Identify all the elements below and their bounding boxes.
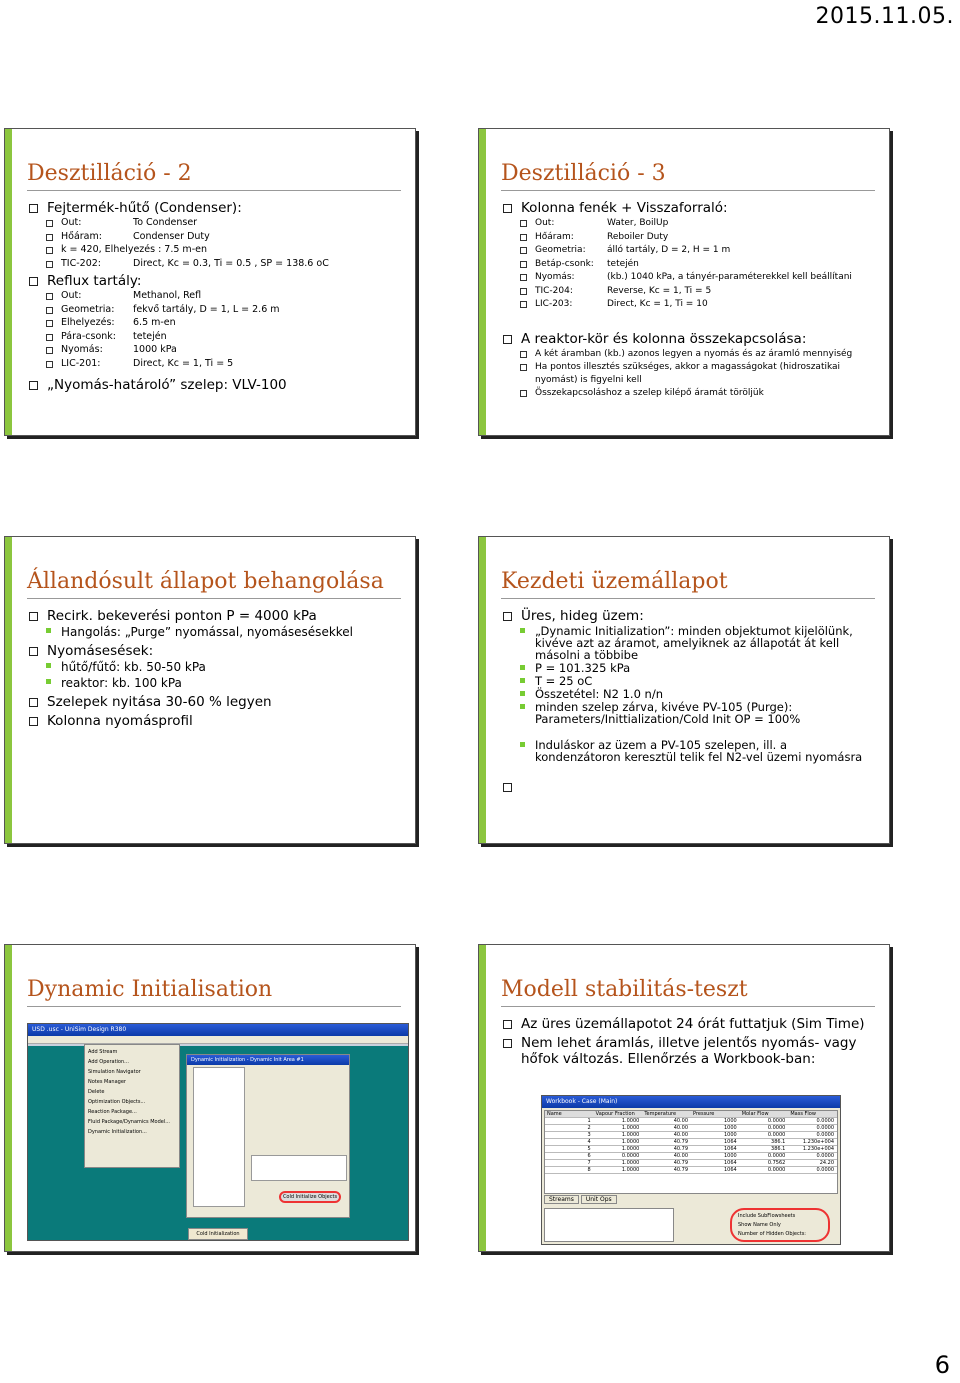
param-value: 6.5 m-en [133,317,176,328]
slide-accent-bar [479,129,486,435]
column-header: Name [547,1111,562,1117]
slide-accent-bar [5,945,12,1251]
sub-bullet [501,231,875,244]
flowsheet-list [544,1208,674,1242]
param-value: Reboiler Duty [607,231,669,242]
table-cell: 5 [587,1146,591,1152]
table-cell: 7 [587,1160,591,1166]
sub-bullet: Összetétel: N2 1.0 n/n [501,688,875,700]
table-cell: 1.0000 [621,1160,640,1166]
bullet: Reflux tartály: [27,273,401,289]
include-subflowsheets-checkbox[interactable]: Include SubFlowsheets [738,1213,796,1219]
slide-title: Desztilláció - 2 [27,159,401,191]
bullet: Fejtermék-hűtő (Condenser): [27,200,401,216]
param-key: LIC-203: [535,299,573,309]
context-menu [84,1044,180,1168]
param-key: Hőáram: [61,230,102,242]
dialog-dynamic-init [186,1054,350,1218]
sub-bullet [27,358,401,371]
table-cell: 1.0000 [621,1146,640,1152]
sub-bullet: Induláskor az üzem a PV-105 szelepen, ill. a kondenzátoron keresztül telik fel N2-vel üzemi nyomásra [501,739,875,763]
sub-bullet: A két áramban (kb.) azonos legyen a nyomás és az áramló mennyiség [501,348,875,361]
table-row[interactable] [545,1153,837,1160]
table-cell: 1064 [723,1160,737,1166]
column-header: Mass Flow [790,1111,816,1117]
param-value: Methanol, Refl [133,290,202,301]
table-cell: 1.0000 [621,1118,640,1124]
sub-bullet: hűtő/fűtő: kb. 50-50 kPa [27,660,401,675]
column-header: Temperature [644,1111,677,1117]
flowsheet-options [730,1208,830,1242]
table-cell: 1.0000 [621,1139,640,1145]
bullet: Üres, hideg üzem: [501,608,875,624]
param-key: Hőáram: [535,231,574,242]
table-cell: 1000 [723,1118,737,1124]
table-cell: 6 [587,1153,591,1159]
table-cell: 0.0000 [816,1167,835,1173]
table-cell: 40.79 [673,1160,689,1166]
param-key: Geometria: [535,245,586,255]
sub-bullet: minden szelep zárva, kivéve PV-105 (Purge): Parameters/Inittialization/Cold Init OP = 100% [501,701,875,725]
menu-item[interactable]: Simulation Navigator [88,1069,141,1075]
slide-kezdeti-uzemallapot [478,536,890,844]
slide-modell-stabilitas [478,944,890,1252]
table-cell: 1064 [723,1139,737,1145]
sub-bullet [27,290,401,303]
dialog-nav [193,1067,245,1207]
window-title: USD .usc - UniSim Design R380 [28,1024,408,1036]
table-cell: 0.0000 [621,1153,640,1159]
sub-bullet [27,344,401,357]
slide-accent-bar [479,537,486,843]
column-header: Molar Flow [741,1111,769,1117]
workbook-tabs [544,1196,644,1206]
sub-bullet: P = 101.325 kPa [501,662,875,674]
menu-item[interactable]: Add Operation... [88,1059,129,1065]
menu-item[interactable]: Fluid Package/Dynamics Model... [88,1119,171,1125]
table-cell: 40.00 [673,1153,689,1159]
table-cell: 0.0000 [767,1118,786,1124]
table-cell: 0.7562 [767,1160,786,1166]
column-header: Pressure [693,1111,715,1117]
table-cell: 40.79 [673,1139,689,1145]
sub-bullet [501,271,875,284]
slide-title: Kezdeti üzemállapot [501,567,875,599]
table-cell: 1.0000 [621,1167,640,1173]
menu-item[interactable]: Delete [88,1089,105,1095]
table-cell: 1.230e+004 [802,1139,835,1145]
table-cell: 0.0000 [816,1125,835,1131]
menu-item[interactable]: Notes Manager [88,1079,126,1085]
table-cell: 1064 [723,1146,737,1152]
sub-bullet [501,217,875,230]
table-cell: 1000 [723,1125,737,1131]
table-cell: 0.0000 [767,1153,786,1159]
stream-props [251,1155,347,1181]
param-value: Reverse, Kc = 1, Ti = 5 [607,285,712,296]
param-key: Betáp-csonk: [535,258,594,269]
sub-bullet [27,217,401,230]
table-row[interactable] [545,1118,837,1125]
show-name-only-checkbox[interactable]: Show Name Only [738,1222,781,1228]
param-value: tetején [133,330,167,342]
sub-bullet [27,258,401,271]
sub-bullet [27,331,401,344]
table-cell: 386.1 [771,1139,786,1145]
slide-dynamic-initialisation [4,944,416,1252]
bullet: Kolonna nyomásprofil [27,713,401,729]
empty-bullet [501,779,875,795]
slide-title: Állandósult állapot behangolása [27,567,401,599]
bullet: Nyomásesések: [27,643,401,659]
tab[interactable]: Streams [544,1195,579,1204]
param-value: Direct, Kc = 1, Ti = 5 [133,357,234,369]
param-value: Condenser Duty [133,230,210,242]
bullet: Recirk. bekeverési ponton P = 4000 kPa [27,608,401,624]
param-key: LIC-201: [61,357,101,369]
table-row[interactable] [545,1160,837,1167]
sub-bullet: „Dynamic Initialization”: minden objektumot kijelölünk, kivéve azt az áramot, amelyiknek az állapotát át kell másolni a többibe [501,625,875,661]
table-row[interactable] [545,1132,837,1139]
slide-accent-bar [479,945,486,1251]
sub-bullet [501,258,875,271]
sub-bullet [501,244,875,257]
table-cell: 1000 [723,1153,737,1159]
table-cell: 0.0000 [816,1118,835,1124]
tab[interactable]: Unit Ops [581,1195,617,1204]
bullet: „Nyomás-határoló” szelep: VLV-100 [27,377,401,393]
table-cell: 0.0000 [767,1125,786,1131]
table-cell: 1000 [723,1132,737,1138]
table-row[interactable] [545,1125,837,1132]
sub-bullet: Ha pontos illesztés szükséges, akkor a magasságokat (hidroszatikai nyomást) is figyelni kell [501,361,875,386]
workbook-table [544,1110,838,1194]
param-key: Nyomás: [61,344,103,355]
date-header: 2015.11.05. [815,4,954,29]
param-value: álló tartály, D = 2, H = 1 m [607,245,731,255]
param-key: Elhelyezés: [61,317,115,328]
bullet: Szelepek nyitása 30-60 % legyen [27,694,401,710]
cold-initialize-button[interactable]: Cold Initialize Objects [279,1191,341,1203]
slide-accent-bar [5,537,12,843]
workbook-screenshot [541,1095,841,1245]
slide-accent-bar [5,129,12,435]
param-value: tetején [607,258,639,269]
bullet: Kolonna fenék + Visszaforraló: [501,200,875,216]
param-value: fekvő tartály, D = 1, L = 2.6 m [133,303,280,315]
table-cell: 0.0000 [816,1132,835,1138]
menu-item[interactable]: Optimization Objects... [88,1099,146,1105]
menu-item[interactable]: Add Stream [88,1049,118,1055]
table-cell: 40.00 [673,1132,689,1138]
bullet: Nem lehet áramlás, illetve jelentős nyomás- vagy hőfok változás. Ellenőrzés a Workbook-ban: [501,1035,875,1067]
param-key: Out: [535,218,555,228]
table-row[interactable] [545,1139,837,1146]
unisim-screenshot [27,1023,409,1241]
param-key: TIC-202: [61,257,101,269]
workbook-title: Workbook - Case (Main) [542,1096,840,1108]
sub-bullet [27,231,401,244]
column-header: Vapour Fraction [595,1111,635,1117]
table-cell: 8 [587,1167,591,1173]
param-key: Pára-csonk: [61,330,116,342]
sub-bullet: T = 25 oC [501,675,875,687]
table-cell: 4 [587,1139,591,1145]
bullet: A reaktor-kör és kolonna összekapcsolása: [501,331,875,347]
menu-item[interactable]: Reaction Package... [88,1109,137,1115]
table-cell: 1064 [723,1167,737,1173]
table-cell: 386.1 [771,1146,786,1152]
slide-allandosult-allapot [4,536,416,844]
cold-init-tab[interactable]: Cold Initialization [188,1228,248,1240]
table-row[interactable] [545,1146,837,1153]
param-key: Geometria: [61,303,115,315]
param-key: Nyomás: [535,272,575,282]
param-value: Direct, Kc = 1, Ti = 10 [607,299,708,309]
table-cell: 1.0000 [621,1132,640,1138]
sub-bullet: Összekapcsoláshoz a szelep kilépő áramát töröljük [501,387,875,400]
table-cell: 2 [587,1125,591,1131]
table-cell: 1 [587,1118,591,1124]
table-cell: 40.79 [673,1167,689,1173]
table-cell: 0.0000 [816,1153,835,1159]
table-row[interactable] [545,1167,837,1174]
sub-bullet [27,304,401,317]
table-cell: 3 [587,1132,591,1138]
sub-bullet: Hangolás: „Purge” nyomással, nyomásesésekkel [27,625,401,640]
menu-bar [28,1036,408,1044]
slide-title: Modell stabilitás-teszt [501,975,875,1007]
param-value: 1000 kPa [133,344,177,355]
menu-item[interactable]: Dynamic Initialization... [88,1129,147,1135]
sub-bullet [501,285,875,298]
param-value: To Condenser [133,217,198,228]
table-cell: 40.00 [673,1118,689,1124]
table-cell: 1.0000 [621,1125,640,1131]
table-cell: 0.0000 [767,1167,786,1173]
param-value: (kb.) 1040 kPa, a tányér-paraméterekkel kell beállítani [607,272,852,282]
bullet: Az üres üzemállapotot 24 órát futtatjuk (Sim Time) [501,1016,875,1032]
param-key: Out: [61,290,82,301]
param-value: Water, BoilUp [607,218,669,228]
table-cell: 40.79 [673,1146,689,1152]
hidden-objects-label: Number of Hidden Objects: [738,1231,806,1237]
slide-desztillacio-3 [478,128,890,436]
param-value: Direct, Kc = 0.3, Ti = 0.5 , SP = 138.6 oC [133,257,329,269]
param-key: Out: [61,217,82,228]
table-cell: 1.230e+004 [802,1146,835,1152]
slide-title: Desztilláció - 3 [501,159,875,191]
slide-title: Dynamic Initialisation [27,975,401,1007]
sub-bullet [501,298,875,311]
sub-bullet: reaktor: kb. 100 kPa [27,676,401,691]
param-key: TIC-204: [535,285,573,296]
table-header [545,1111,837,1118]
slide-desztillacio-2 [4,128,416,436]
table-cell: 24.20 [819,1160,835,1166]
table-cell: 40.00 [673,1125,689,1131]
sub-bullet: k = 420, Elhelyezés : 7.5 m-en [27,244,401,257]
sub-bullet [27,317,401,330]
table-cell: 0.0000 [767,1132,786,1138]
page-number: 6 [934,1351,950,1379]
dialog-title: Dynamic Initialization - Dynamic Init Area #1 [187,1055,349,1065]
